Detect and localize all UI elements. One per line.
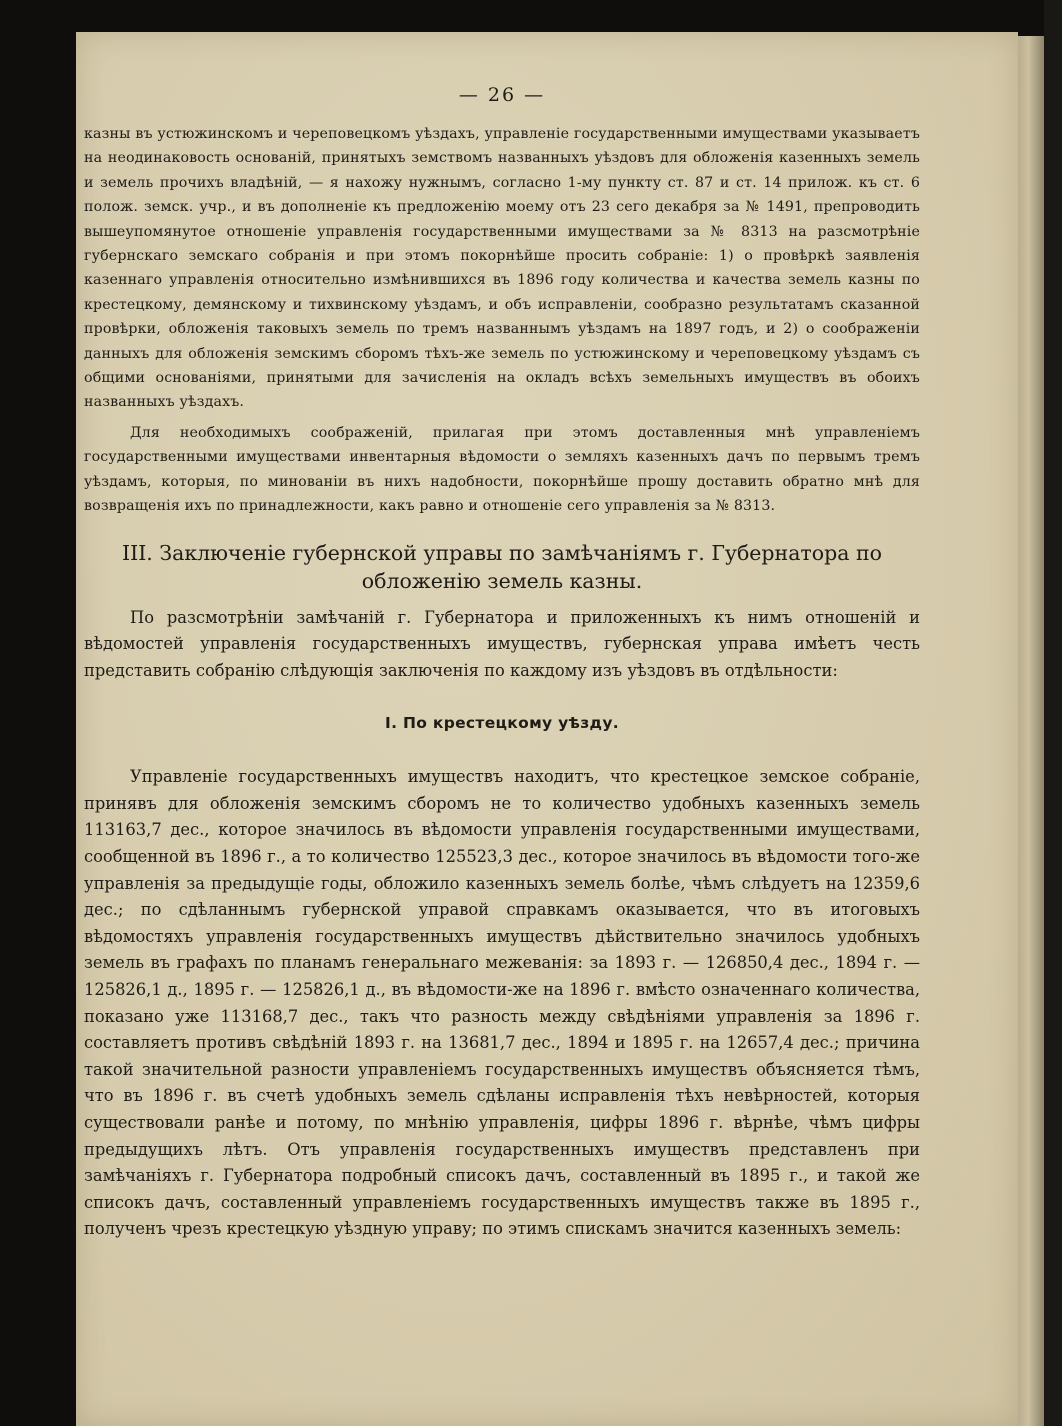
paragraph-intro: По разсмотрѣніи замѣчаній г. Губернатора и приложенныхъ къ нимъ отношеній и вѣдомостей управленія государственныхъ имуществъ, губернская управа имѣетъ честь представить собранію слѣдующія заключенія по каждому изъ уѣздовъ въ отдѣльности: bbox=[84, 607, 920, 680]
paragraph-letter-2: Для необходимыхъ соображеній, прилагая при этомъ доставленныя мнѣ управленіемъ государственными имуществами инвентарныя вѣдомости о земляхъ казенныхъ дачъ по первымъ тремъ уѣздамъ, которыя, по минованіи въ нихъ надобности, покорнѣйше прошу доставить обратно мнѣ для возвращенія ихъ по принадлежности, какъ равно и отношеніе сего управленія за № 8313. bbox=[84, 424, 920, 515]
book-binding bbox=[1044, 0, 1062, 1426]
letter-text bbox=[84, 122, 920, 519]
paragraph-letter-1: казны въ устюжинскомъ и череповецкомъ уѣздахъ, управленіе государственными имуществами указываетъ на неодинаковость основаній, принятыхъ земствомъ названныхъ уѣздовъ для обложенія казенныхъ земель и земель прочихъ владѣній, — я нахожу нужнымъ, согласно 1-му пункту ст. 87 и ст. 14 прилож. къ ст. 6 полож. земск. учр., и въ дополненіе къ предложенію моему отъ 23 сего декабря за № 1491, препроводить вышеупомянутое отношеніе управленія государственными имуществами за № 8313 на разсмотрѣніе губернскаго земскаго собранія и при этомъ покорнѣйше просить собраніе: 1) о провѣркѣ заявленія казеннаго управленія относительно измѣнившихся въ 1896 году количества и качества земель казны по крестецкому, демянскому и тихвинскому уѣздамъ, и объ исправленіи, сообразно результатамъ сказанной провѣрки, обложенія таковыхъ земель по тремъ названнымъ уѣздамъ на 1897 годъ, и 2) о соображеніи данныхъ для обложенія земскимъ сборомъ тѣхъ-же земель по устюжинскому и череповецкому уѣздамъ съ общими основаніями, принятыми для зачисленія на окладъ всѣхъ земельныхъ имуществъ въ обоихъ названныхъ уѣздахъ. bbox=[84, 126, 920, 411]
page-number: — 26 — bbox=[458, 84, 546, 106]
conclusion-text bbox=[84, 605, 920, 1243]
subsection-title: I. По крестецкому уѣзду. bbox=[385, 714, 619, 733]
section-title: III. Заключеніе губернской управы по замѣчаніямъ г. Губернатора по обложенію земель казны. bbox=[122, 540, 882, 593]
page-content bbox=[84, 80, 920, 1243]
paragraph-body: Управленіе государственныхъ имуществъ находитъ, что крестецкое земское собраніе, принявъ для обложенія земскимъ сборомъ не то количество удобныхъ казенныхъ земель 113163,7 дес., которое значилось въ вѣдомости управленія государственными имуществами, сообщенной въ 1896 г., а то количество 125523,3 дес., которое значилось въ вѣдомости того-же управленія за предыдущіе годы, обложило казенныхъ земель болѣе, чѣмъ слѣдуетъ на 12359,6 дес.; по сдѣланнымъ губернской управой справкамъ оказывается, что въ итоговыхъ вѣдомостяхъ управленія государственныхъ имуществъ дѣйствительно значилось удобныхъ земель въ графахъ по планамъ генеральнаго межеванія: за 1893 г. — 126850,4 дес., 1894 г. — 125826,1 д., 1895 г. — 125826,1 д., въ вѣдомости-же на 1896 г. вмѣсто означеннаго количества, показано уже 113168,7 дес., такъ что разность между свѣдѣніями управленія за 1896 г. составляетъ противъ свѣдѣній 1893 г. на 13681,7 дес., 1894 и 1895 г. на 12657,4 дес.; причина такой значительной разности управленіемъ государственныхъ имуществъ объясняется тѣмъ, что въ 1896 г. въ счетѣ удобныхъ земель сдѣланы исправленія тѣхъ невѣрностей, которыя существовали ранѣе и потому, по мнѣнію управленія, цифры 1896 г. вѣрнѣе, чѣмъ цифры предыдущихъ лѣтъ. Отъ управленія государственныхъ имуществъ представленъ при замѣчаніяхъ г. Губернатора подробный списокъ дачъ, составленный въ 1895 г., и такой же списокъ дачъ, составленный управленіемъ государственныхъ имуществъ также въ 1895 г., полученъ чрезъ крестецкую уѣздную управу; по этимъ спискамъ значится казенныхъ земель: bbox=[84, 767, 920, 1239]
page-edge bbox=[1018, 36, 1044, 1426]
